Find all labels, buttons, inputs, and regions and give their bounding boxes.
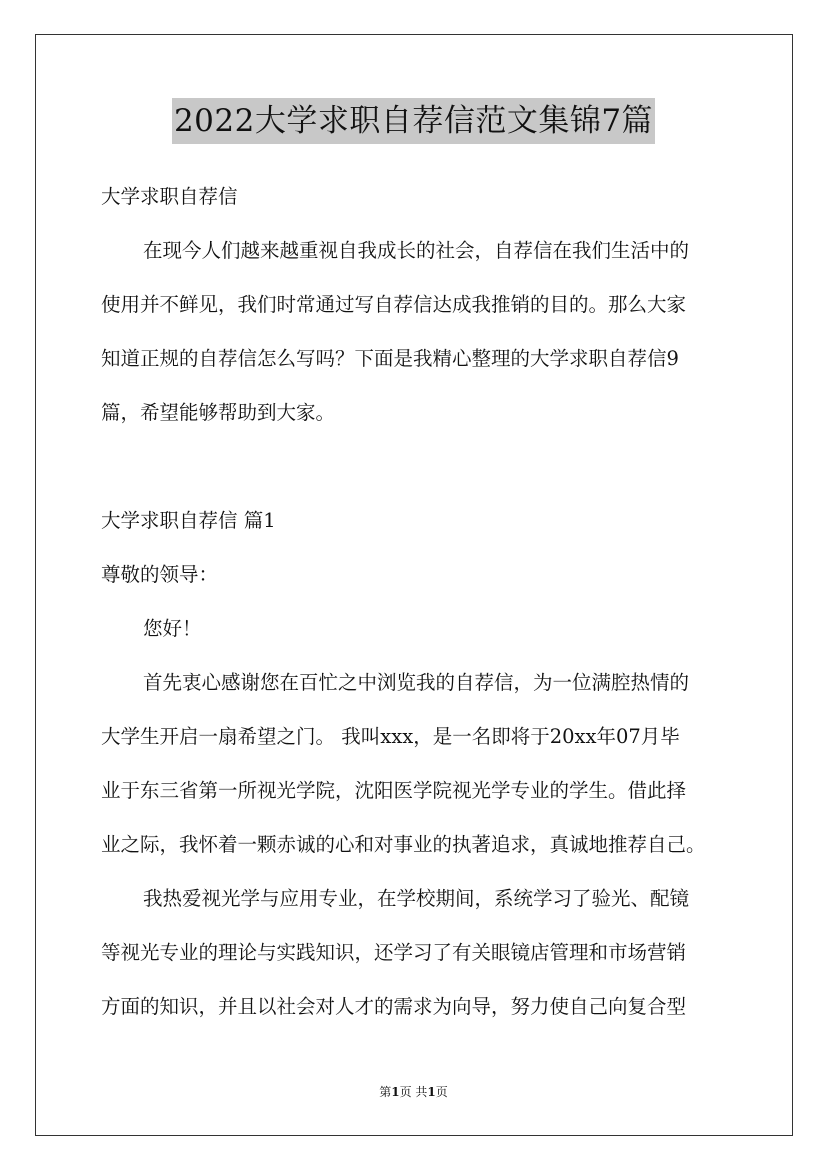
paragraph-line: 业之际，我怀着一颗赤诚的心和对事业的执著追求，真诚地推荐自己。 xyxy=(101,833,706,856)
page-label-prefix: 第 xyxy=(379,1085,392,1099)
paragraph-line: 业于东三省第一所视光学院，沈阳医学院视光学专业的学生。借此择 xyxy=(101,779,687,802)
page-label-mid: 页 共 xyxy=(399,1085,428,1099)
spacer xyxy=(101,440,747,494)
paragraph-line: 我热爱视光学与应用专业，在学校期间，系统学习了验光、配镜 xyxy=(143,887,690,910)
title-container xyxy=(0,98,827,144)
paragraph-line: 等视光专业的理论与实践知识，还学习了有关眼镜店管理和市场营销 xyxy=(101,941,687,964)
page-footer xyxy=(0,1084,827,1100)
page-number: 1 xyxy=(391,1085,400,1099)
total-pages: 1 xyxy=(427,1085,436,1099)
document-body xyxy=(101,170,747,1034)
salutation: 尊敬的领导： xyxy=(101,563,219,586)
document-title: 2022大学求职自荐信范文集锦7篇 xyxy=(172,98,655,144)
intro-line: 在现今人们越来越重视自我成长的社会，自荐信在我们生活中的 xyxy=(143,239,690,262)
letter-title: 大学求职自荐信 篇1 xyxy=(101,509,276,532)
page-label-suffix: 页 xyxy=(435,1085,448,1099)
paragraph-line: 首先衷心感谢您在百忙之中浏览我的自荐信，为一位满腔热情的 xyxy=(143,671,690,694)
paragraph-line: 方面的知识，并且以社会对人才的需求为向导，努力使自己向复合型 xyxy=(101,995,687,1018)
greeting: 您好！ xyxy=(143,617,202,640)
section-heading: 大学求职自荐信 xyxy=(101,185,238,208)
intro-line: 使用并不鲜见，我们时常通过写自荐信达成我推销的目的。那么大家 xyxy=(101,293,687,316)
intro-line: 篇，希望能够帮助到大家。 xyxy=(101,401,336,424)
paragraph-line: 大学生开启一扇希望之门。 我叫xxx，是一名即将于20xx年07月毕 xyxy=(101,725,680,748)
intro-line: 知道正规的自荐信怎么写吗？下面是我精心整理的大学求职自荐信9 xyxy=(101,347,679,370)
